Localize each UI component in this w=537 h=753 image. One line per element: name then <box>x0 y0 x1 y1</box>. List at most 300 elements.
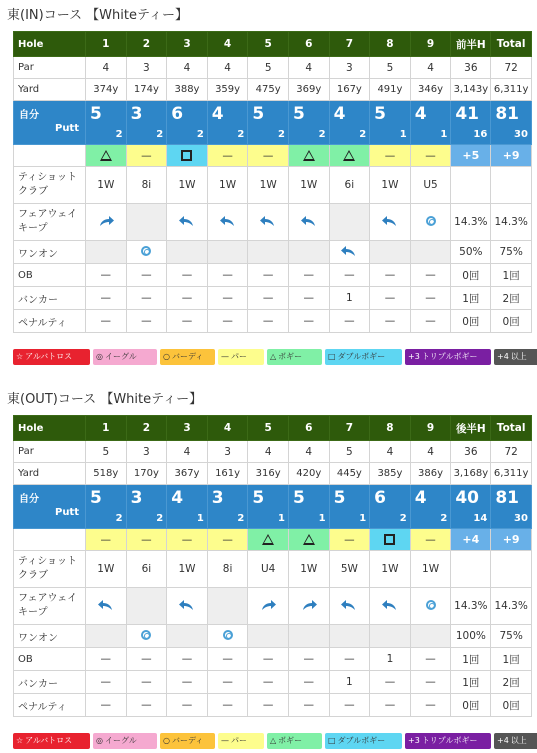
over-half: +5 <box>451 145 491 167</box>
par-mark-cell: — <box>329 529 370 551</box>
ob-value: — <box>207 648 248 671</box>
tee-label: ティショット クラブ <box>14 551 86 588</box>
bunker-value: — <box>126 287 167 310</box>
penalty-label: ペナルティ <box>14 310 86 333</box>
bunker-value: — <box>86 287 127 310</box>
arrow-right-icon <box>259 603 277 615</box>
hole-number: 5 <box>248 32 289 57</box>
par-value: 3 <box>126 57 167 79</box>
yard-value: 386y <box>410 463 451 485</box>
bunker-value: — <box>248 287 289 310</box>
yard-value: 167y <box>329 79 370 101</box>
par-value: 5 <box>329 441 370 463</box>
half-score-cell <box>451 101 491 145</box>
par-value: 4 <box>410 441 451 463</box>
oneon-cell <box>86 625 127 648</box>
stroke-count: 4 <box>211 104 224 124</box>
ob-value: — <box>370 264 411 287</box>
ob-value: — <box>329 648 370 671</box>
par-value: 4 <box>288 57 329 79</box>
legend-label: バーディ <box>171 736 204 745</box>
stroke-count: 3 <box>211 488 224 508</box>
arrow-left-icon <box>259 219 277 231</box>
fairway-cell <box>86 588 127 625</box>
bogey-mark-cell <box>329 145 370 167</box>
bunker-half: 1回 <box>451 671 491 694</box>
legend-tri3 <box>405 733 491 749</box>
ob-row <box>14 648 532 671</box>
half-strokes: 41 <box>455 104 480 124</box>
fairway-cell <box>329 588 370 625</box>
square-icon <box>384 534 395 545</box>
legend-label: ダブルボギー <box>337 352 386 361</box>
arrow-right-icon <box>300 603 318 615</box>
legend-label: イーグル <box>104 736 137 745</box>
ob-value: — <box>126 264 167 287</box>
mark-label-blank <box>14 145 86 167</box>
penalty-value: — <box>288 310 329 333</box>
score-cell <box>370 485 411 529</box>
fairway-na-cell <box>329 204 370 241</box>
oneon-cell <box>288 625 329 648</box>
header-row <box>14 416 532 441</box>
hole-number: 8 <box>370 416 411 441</box>
oneon-cell <box>288 241 329 264</box>
legend-label: ダブルボギー <box>337 736 386 745</box>
bunker-value: 1 <box>329 287 370 310</box>
self-label: 自分 <box>19 494 39 505</box>
yard-row <box>14 463 532 485</box>
hole-number: 3 <box>167 416 208 441</box>
penalty-value: — <box>167 694 208 717</box>
tee-half-blank <box>451 551 491 588</box>
yard-value: 385y <box>370 463 411 485</box>
hole-number: 4 <box>207 32 248 57</box>
putt-count: 2 <box>237 513 245 524</box>
fairway-label: フェアウェイ キープ <box>14 588 86 625</box>
putt-count: 2 <box>115 513 123 524</box>
ob-label: OB <box>14 264 86 287</box>
ob-value: — <box>410 264 451 287</box>
stroke-count: 5 <box>90 488 102 508</box>
ob-value: — <box>167 264 208 287</box>
legend-label: トリプルボギー <box>421 352 478 361</box>
penalty-value: — <box>288 694 329 717</box>
ob-value: — <box>248 648 289 671</box>
putt-count: 2 <box>156 513 164 524</box>
par-value: 4 <box>288 441 329 463</box>
total-strokes: 81 <box>495 488 520 508</box>
yard-value: 359y <box>207 79 248 101</box>
ob-value: — <box>167 648 208 671</box>
tee-club: 1W <box>370 167 411 204</box>
oneon-cell <box>410 241 451 264</box>
score-cell <box>410 485 451 529</box>
penalty-value: — <box>207 310 248 333</box>
par-value: 5 <box>248 57 289 79</box>
tee-total-blank <box>491 167 532 204</box>
fairway-total: 14.3% <box>491 588 532 625</box>
total-putts: 30 <box>514 129 528 140</box>
yard-label: Yard <box>14 463 86 485</box>
legend-icon: +4 <box>497 736 509 745</box>
par-value: 4 <box>167 57 208 79</box>
triangle-icon <box>262 534 274 545</box>
bunker-row <box>14 287 532 310</box>
tee-club: 8i <box>207 551 248 588</box>
oneon-cell <box>126 241 167 264</box>
half-putts: 16 <box>473 129 488 140</box>
yard-value: 374y <box>86 79 127 101</box>
penalty-value: — <box>329 694 370 717</box>
bogey-mark-cell <box>248 529 289 551</box>
oneon-cell <box>86 241 127 264</box>
penalty-total: 0回 <box>491 694 532 717</box>
par-half: 36 <box>451 57 491 79</box>
fairway-cell <box>86 204 127 241</box>
legend-label: 以上 <box>510 736 527 745</box>
legend-icon: ◎ <box>96 352 103 361</box>
legend-alb <box>13 349 90 365</box>
hole-number: 5 <box>248 416 289 441</box>
par-mark-cell: — <box>248 145 289 167</box>
score-cell <box>248 101 289 145</box>
bunker-total: 2回 <box>491 287 532 310</box>
par-label: Par <box>14 57 86 79</box>
scorecard-table <box>13 415 532 717</box>
par-row <box>14 57 532 79</box>
arrow-left-icon <box>219 219 237 231</box>
stroke-count: 4 <box>333 104 346 124</box>
fairway-na-cell <box>207 588 248 625</box>
fairway-cell <box>370 204 411 241</box>
penalty-value: — <box>248 310 289 333</box>
ob-half: 1回 <box>451 648 491 671</box>
legend-eag <box>93 733 157 749</box>
penalty-value: — <box>207 694 248 717</box>
oneon-half: 50% <box>451 241 491 264</box>
fairway-cell <box>410 588 451 625</box>
self-label: 自分 <box>19 110 39 121</box>
score-cell <box>207 485 248 529</box>
putt-count: 2 <box>399 513 407 524</box>
bunker-total: 2回 <box>491 671 532 694</box>
hole-number: 2 <box>126 32 167 57</box>
legend-bir <box>160 349 215 365</box>
stroke-count: 5 <box>90 104 102 124</box>
legend-label: パー <box>231 736 247 745</box>
score-cell <box>86 101 127 145</box>
par-value: 3 <box>126 441 167 463</box>
ob-value: — <box>410 648 451 671</box>
ob-value: — <box>86 648 127 671</box>
legend-icon: ◎ <box>96 736 103 745</box>
ob-half: 0回 <box>451 264 491 287</box>
tee-total-blank <box>491 551 532 588</box>
ob-label: OB <box>14 648 86 671</box>
square-icon <box>181 150 192 161</box>
par-value: 4 <box>410 57 451 79</box>
putt-label: Putt <box>54 123 79 134</box>
par-mark-cell: — <box>410 529 451 551</box>
penalty-value: — <box>86 694 127 717</box>
hole-number: 9 <box>410 416 451 441</box>
legend-par <box>218 349 264 365</box>
ob-value: — <box>329 264 370 287</box>
legend-icon: △ <box>270 352 277 361</box>
bunker-value: — <box>410 287 451 310</box>
legend-bog <box>267 733 322 749</box>
penalty-half: 0回 <box>451 310 491 333</box>
tee-club: 1W <box>167 551 208 588</box>
hole-number: 4 <box>207 416 248 441</box>
penalty-total: 0回 <box>491 310 532 333</box>
bunker-label: バンカー <box>14 287 86 310</box>
tee-label: ティショット クラブ <box>14 167 86 204</box>
over-total: +9 <box>491 529 532 551</box>
arrow-left-icon <box>178 603 196 615</box>
score-legend <box>13 733 537 749</box>
oneon-half: 100% <box>451 625 491 648</box>
par-value: 3 <box>207 441 248 463</box>
bogey-mark-cell <box>288 145 329 167</box>
mark-label-blank <box>14 529 86 551</box>
score-row <box>14 101 532 145</box>
yard-total: 6,311y <box>491 79 532 101</box>
bunker-value: — <box>288 287 329 310</box>
fairway-total: 14.3% <box>491 204 532 241</box>
fairway-cell <box>167 204 208 241</box>
bunker-half: 1回 <box>451 287 491 310</box>
tee-club: U5 <box>410 167 451 204</box>
score-cell <box>410 101 451 145</box>
score-label-cell <box>14 485 86 529</box>
yard-value: 346y <box>410 79 451 101</box>
stroke-count: 3 <box>130 104 143 124</box>
legend-icon: ☆ <box>16 352 24 361</box>
score-cell <box>370 101 411 145</box>
double-circle-icon <box>426 600 436 610</box>
half-header: 後半H <box>451 416 491 441</box>
legend-eag <box>93 349 157 365</box>
score-cell <box>288 101 329 145</box>
oneon-cell <box>370 625 411 648</box>
arrow-left-icon <box>381 219 399 231</box>
legend-icon: △ <box>270 736 277 745</box>
legend-label: パー <box>231 352 247 361</box>
oneon-label: ワンオン <box>14 625 86 648</box>
yard-value: 170y <box>126 463 167 485</box>
bunker-value: — <box>370 671 411 694</box>
yard-value: 518y <box>86 463 127 485</box>
oneon-cell <box>410 625 451 648</box>
yard-value: 369y <box>288 79 329 101</box>
total-strokes: 81 <box>495 104 520 124</box>
oneon-row <box>14 241 532 264</box>
par-mark-cell: — <box>207 529 248 551</box>
stroke-count: 5 <box>252 104 265 124</box>
penalty-value: — <box>329 310 370 333</box>
par-mark-cell: — <box>86 529 127 551</box>
score-cell <box>207 101 248 145</box>
legend-label: 以上 <box>510 352 527 361</box>
double-bogey-mark-cell <box>370 529 411 551</box>
tee-club: 1W <box>207 167 248 204</box>
par-value: 4 <box>207 57 248 79</box>
legend-icon: ○ <box>163 736 170 745</box>
fairway-cell <box>288 588 329 625</box>
stroke-count: 5 <box>333 488 346 508</box>
penalty-value: — <box>126 694 167 717</box>
oneon-label: ワンオン <box>14 241 86 264</box>
par-mark-cell: — <box>410 145 451 167</box>
par-label: Par <box>14 441 86 463</box>
legend-icon: □ <box>328 736 336 745</box>
score-cell <box>167 485 208 529</box>
putt-count: 2 <box>440 513 448 524</box>
putt-count: 2 <box>318 129 326 140</box>
oneon-cell <box>126 625 167 648</box>
stroke-count: 6 <box>171 104 184 124</box>
triangle-icon <box>303 534 315 545</box>
fairway-half: 14.3% <box>451 588 491 625</box>
score-cell <box>329 101 370 145</box>
stroke-count: 5 <box>252 488 265 508</box>
score-cell <box>167 101 208 145</box>
penalty-value: — <box>370 310 411 333</box>
yard-row <box>14 79 532 101</box>
tee-club: 1W <box>288 551 329 588</box>
total-putts: 30 <box>514 513 528 524</box>
penalty-row <box>14 310 532 333</box>
half-score-cell <box>451 485 491 529</box>
legend-label: イーグル <box>104 352 137 361</box>
score-cell <box>126 101 167 145</box>
oneon-row <box>14 625 532 648</box>
tee-club: 8i <box>126 167 167 204</box>
penalty-value: — <box>410 310 451 333</box>
hole-number: 3 <box>167 32 208 57</box>
arrow-left-icon <box>97 603 115 615</box>
double-circle-icon <box>223 630 233 640</box>
hole-label: Hole <box>14 32 86 57</box>
tee-club: 1W <box>86 167 127 204</box>
legend-label: トリプルボギー <box>421 736 478 745</box>
par-mark-cell: — <box>126 145 167 167</box>
stroke-count: 5 <box>292 104 305 124</box>
hole-number: 8 <box>370 32 411 57</box>
score-legend <box>13 349 537 365</box>
par-value: 4 <box>86 57 127 79</box>
oneon-cell <box>329 241 370 264</box>
legend-dbl <box>325 733 402 749</box>
score-cell <box>329 485 370 529</box>
penalty-label: ペナルティ <box>14 694 86 717</box>
legend-four <box>494 733 537 749</box>
yard-value: 367y <box>167 463 208 485</box>
yard-value: 491y <box>370 79 411 101</box>
tee-club: 6i <box>126 551 167 588</box>
hole-number: 1 <box>86 32 127 57</box>
yard-value: 475y <box>248 79 289 101</box>
penalty-value: — <box>410 694 451 717</box>
tee-club: 1W <box>410 551 451 588</box>
oneon-cell <box>207 625 248 648</box>
ob-value: 1 <box>370 648 411 671</box>
bunker-value: — <box>126 671 167 694</box>
par-value: 5 <box>86 441 127 463</box>
oneon-cell <box>207 241 248 264</box>
yard-label: Yard <box>14 79 86 101</box>
legend-label: ボギー <box>278 352 303 361</box>
ob-value: — <box>207 264 248 287</box>
hole-number: 9 <box>410 32 451 57</box>
legend-par <box>218 733 264 749</box>
par-value: 4 <box>167 441 208 463</box>
oneon-cell <box>167 241 208 264</box>
legend-label: アルバトロス <box>25 352 73 361</box>
tee-club: 1W <box>86 551 127 588</box>
legend-tri3 <box>405 349 491 365</box>
putt-label: Putt <box>54 507 79 518</box>
arrow-left-icon <box>340 249 358 261</box>
bunker-value: — <box>167 671 208 694</box>
scorecard-table <box>13 31 532 333</box>
par-value: 5 <box>370 57 411 79</box>
double-circle-icon <box>426 216 436 226</box>
double-bogey-mark-cell <box>167 145 208 167</box>
putt-count: 1 <box>440 129 448 140</box>
yard-value: 445y <box>329 463 370 485</box>
tee-club: U4 <box>248 551 289 588</box>
ob-value: — <box>126 648 167 671</box>
penalty-value: — <box>86 310 127 333</box>
tee-club-row <box>14 167 532 204</box>
fairway-row <box>14 204 532 241</box>
par-mark-cell: — <box>126 529 167 551</box>
tee-club: 1W <box>370 551 411 588</box>
bogey-mark-cell <box>86 145 127 167</box>
arrow-right-icon <box>97 219 115 231</box>
putt-count: 1 <box>318 513 326 524</box>
putt-count: 1 <box>278 513 285 524</box>
putt-count: 1 <box>359 513 367 524</box>
tee-half-blank <box>451 167 491 204</box>
tee-club: 5W <box>329 551 370 588</box>
course-title: 東(IN)コース 【Whiteティー】 <box>7 8 188 23</box>
score-cell <box>248 485 289 529</box>
half-putts: 14 <box>473 513 488 524</box>
ob-row <box>14 264 532 287</box>
course-title: 東(OUT)コース 【Whiteティー】 <box>7 392 203 407</box>
par-value: 4 <box>248 441 289 463</box>
legend-icon: +3 <box>408 736 420 745</box>
fairway-na-cell <box>126 204 167 241</box>
yard-total: 6,311y <box>491 463 532 485</box>
par-value: 4 <box>370 441 411 463</box>
ob-value: — <box>288 648 329 671</box>
fairway-cell <box>288 204 329 241</box>
score-cell <box>86 485 127 529</box>
penalty-half: 0回 <box>451 694 491 717</box>
total-header: Total <box>491 416 532 441</box>
bunker-value: — <box>207 671 248 694</box>
arrow-left-icon <box>178 219 196 231</box>
score-label-cell <box>14 101 86 145</box>
hole-number: 1 <box>86 416 127 441</box>
legend-icon: □ <box>328 352 336 361</box>
yard-half: 3,143y <box>451 79 491 101</box>
